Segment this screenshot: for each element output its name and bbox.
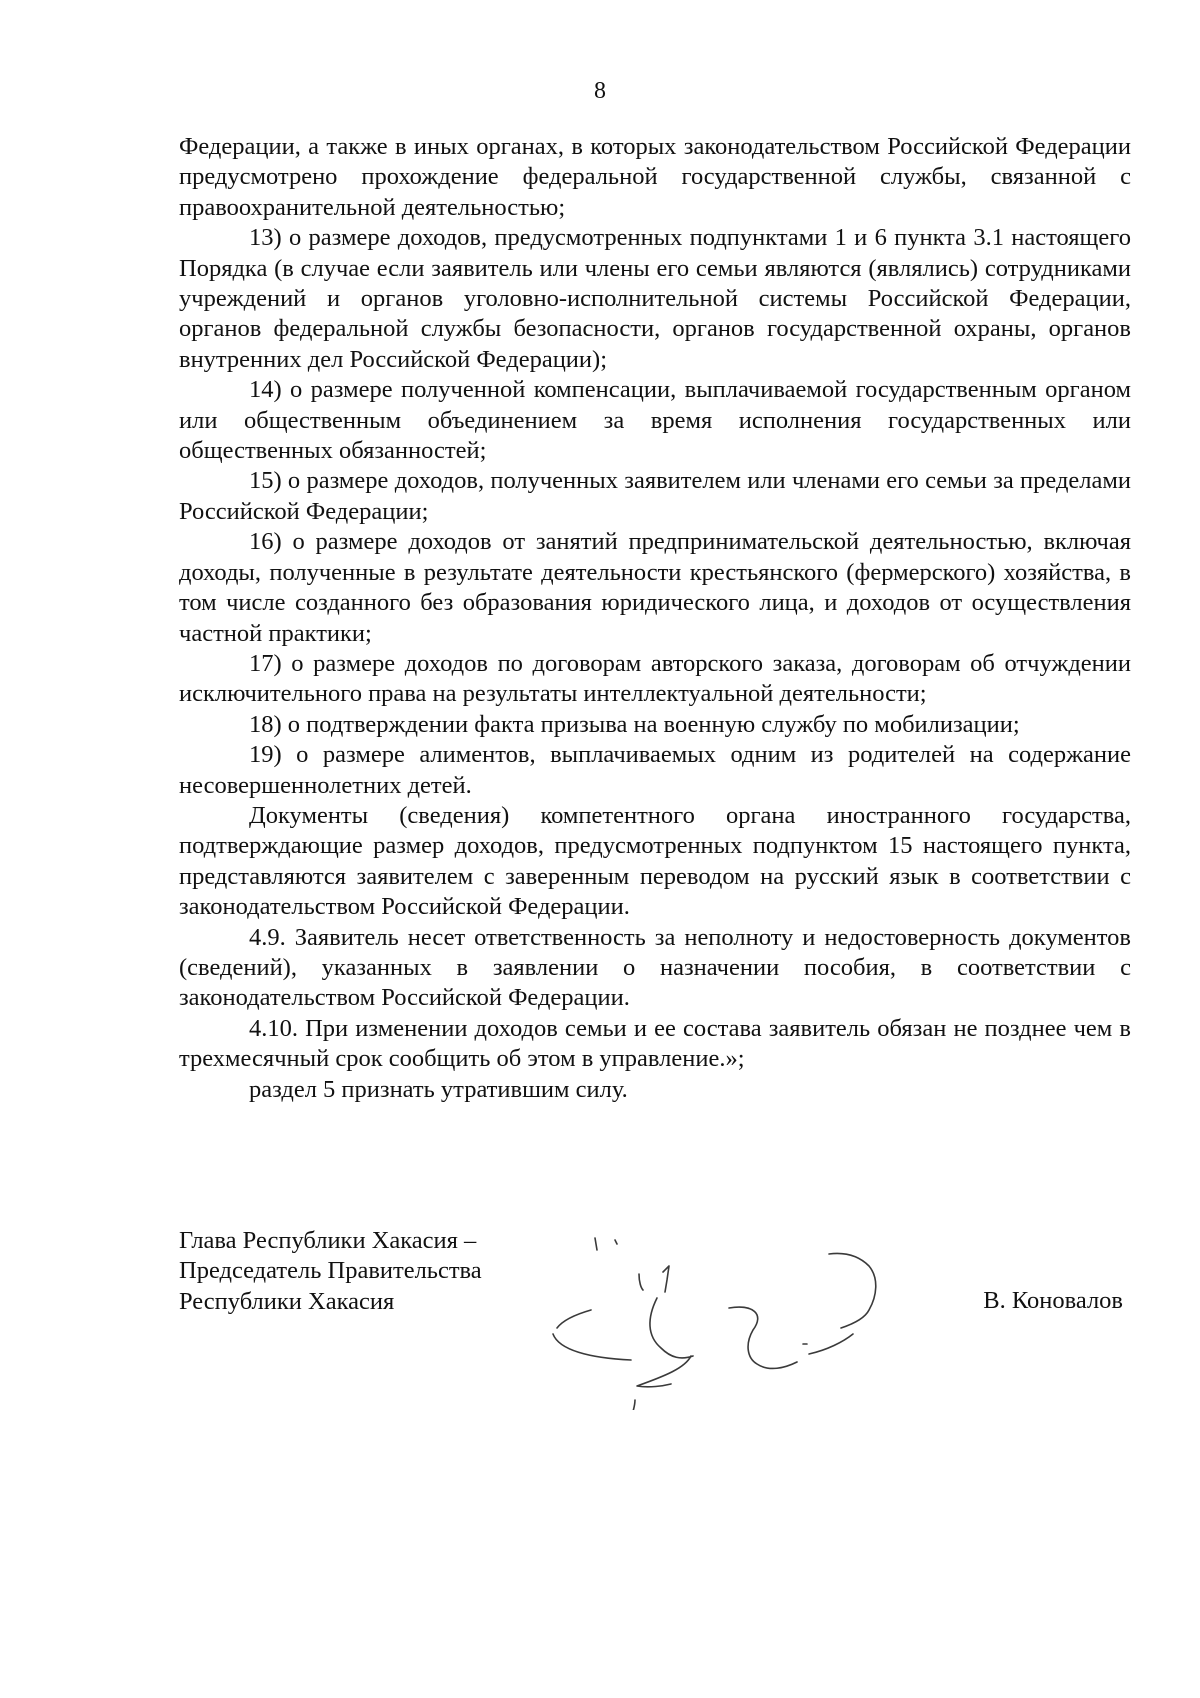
paragraph-4-9: 4.9. Заявитель несет ответственность за неполноту и недостоверность документов (сведений), указанных в заявлении о назначении пособия, в соответствии с законодательством Российской Федерации.	[179, 923, 1131, 1012]
paragraph-item-18: 18) о подтверждении факта призыва на военную службу по мобилизации;	[249, 710, 1020, 738]
signer-title	[179, 1226, 539, 1317]
signer-title-line: Глава Республики Хакасия –	[179, 1227, 477, 1254]
paragraph-foreign-documents: Документы (сведения) компетентного органа иностранного государства, подтверждающие размер доходов, предусмотренных подпунктом 15 настоящего пункта, представляются заявителем с заверенным переводом на русский язык в соответствии с законодательством Российской Федерации.	[179, 801, 1131, 921]
signature-block	[179, 1226, 1131, 1416]
paragraph-4-10: 4.10. При изменении доходов семьи и ее состава заявитель обязан не позднее чем в трехмесячный срок сообщить об этом в управление.»;	[179, 1014, 1131, 1073]
paragraph-item-17: 17) о размере доходов по договорам авторского заказа, договорам об отчуждении исключительного права на результаты интеллектуальной деятельности;	[179, 649, 1131, 708]
paragraph-item-13: 13) о размере доходов, предусмотренных подпунктами 1 и 6 пункта 3.1 настоящего Порядка (в случае если заявитель или члены его семьи являются (являлись) сотрудниками учреждений и органов уголовно-исполнительной системы Российской Федерации, органов федеральной службы безопасности, органов государственной охраны, органов внутренних дел Российской Федерации);	[179, 224, 1131, 373]
paragraph-item-14: 14) о размере полученной компенсации, выплачиваемой государственным органом или общественным объединением за время исполнения государственных или общественных обязанностей;	[179, 376, 1131, 465]
body-text	[179, 132, 1131, 1105]
paragraph-continuation: Федерации, а также в иных органах, в которых законодательством Российской Федерации предусмотрено прохождение федеральной государственной службы, связанной с правоохранительной деятельностью;	[179, 133, 1131, 221]
paragraph-item-16: 16) о размере доходов от занятий предпринимательской деятельностью, включая доходы, полученные в результате деятельности крестьянского (фермерского) хозяйства, в том числе созданного без образования юридического лица, и доходов от осуществления частной практики;	[179, 528, 1131, 647]
paragraph-item-15: 15) о размере доходов, полученных заявителем или членами его семьи за пределами Российской Федерации;	[179, 467, 1131, 525]
handwritten-signature	[539, 1200, 929, 1410]
page-number: 8	[594, 78, 606, 104]
signer-title-line: Председатель Правительства	[179, 1257, 482, 1285]
signer-name: В. Коновалов	[983, 1287, 1123, 1314]
paragraph-section-5: раздел 5 признать утратившим силу.	[249, 1075, 628, 1103]
signer-title-line: Республики Хакасия	[179, 1287, 395, 1315]
paragraph-item-19: 19) о размере алиментов, выплачиваемых одним из родителей на содержание несовершеннолетних детей.	[179, 741, 1131, 799]
